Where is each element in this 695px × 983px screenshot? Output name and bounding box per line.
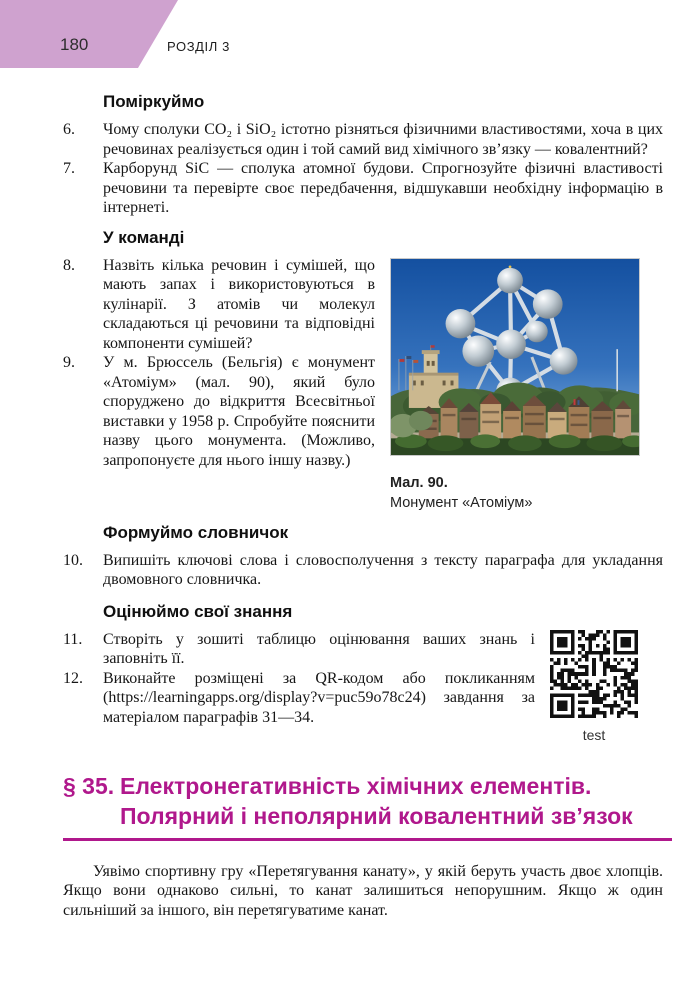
question-item-6	[63, 120, 663, 159]
item-text: У м. Брюссель (Бельгія) є монумент «Атоміум» (мал. 90), який було споруджено до відкриття Всесвітньої виставки у 1958 р. Спробуйте пояснити назву цього монумента. (Можливо, запропонуєте для нього іншу назву.)	[103, 354, 375, 469]
item-number: 12.	[63, 669, 83, 687]
item-number: 9.	[63, 354, 75, 371]
question-item-7	[63, 159, 663, 218]
assessment-row	[63, 630, 663, 743]
qr-code	[550, 630, 638, 718]
figure-label: Мал. 90.	[390, 474, 448, 491]
paragraph-number: § 35.	[63, 772, 115, 799]
page-header	[0, 0, 695, 68]
question-item-12	[63, 669, 535, 728]
paragraph-title: Електронегативність хімічних елементів. Полярний і неполярний ковалентний зв’язок	[120, 772, 633, 829]
two-column-zone	[63, 256, 663, 513]
heading-rule	[63, 838, 672, 841]
section-heading-think: Поміркуймо	[103, 92, 205, 111]
item-number: 7.	[63, 160, 75, 177]
chapter-color-band	[0, 0, 178, 68]
page-number: 180	[60, 35, 89, 54]
question-item-10	[63, 551, 663, 590]
figure-90	[390, 258, 640, 513]
figure-caption: Монумент «Атоміум»	[390, 494, 533, 511]
qr-block	[550, 630, 638, 743]
chapter-label: РОЗДІЛ 3	[167, 39, 230, 54]
intro-paragraph: Уявімо спортивну гру «Перетягування канату», у якій беруть участь двоє хлопців. Якщо вони однаково сильні, то канат залишиться непорушним. Якщо ж один сильніший за іншого, він перетягуватиме канат.	[63, 862, 663, 919]
item-text: Назвіть кілька речовин і сумішей, що мають запах і використовуються в кулінарії. З атомів чи молекул складаються ці речовини та відповідні компоненти сумішей?	[103, 256, 375, 352]
questions-column	[63, 256, 375, 471]
page-content	[0, 68, 695, 920]
item-number: 6.	[63, 121, 75, 138]
question-item-9	[63, 353, 375, 470]
question-item-8	[63, 256, 375, 354]
paragraph-35-heading	[63, 771, 663, 831]
item-text: Випишіть ключові слова і словосполучення з тексту параграфа для укладання двомовного словничка.	[103, 551, 663, 588]
item-text: Виконайте розміщені за QR-кодом або покликанням (https://learningapps.org/display?v=puc59o78c24) завдання за матеріалом параграфів 31—34.	[103, 669, 535, 726]
section-heading-team: У команді	[103, 227, 185, 247]
item-number: 8.	[63, 256, 75, 274]
section-heading-assess: Оцінюймо свої знання	[103, 601, 293, 621]
item-number: 11.	[63, 630, 83, 648]
item-number: 10.	[63, 551, 83, 569]
section-heading-vocab: Формуймо словничок	[103, 522, 289, 542]
qr-label: test	[582, 726, 606, 743]
item-text: Чому сполуки CO₂ і SiO₂ істотно різняться фізичними властивостями, хоча в цих речовинах реалізується один і той самий вид хімічного зв’язку — ковалентний?	[103, 121, 663, 158]
item-text: Створіть у зошиті таблицю оцінювання ваших знань і заповніть її.	[103, 630, 535, 667]
item-text: Карборунд SiC — сполука атомної будови. Спрогнозуйте фізичні властивості речовини та перевірте своє передбачення, відшукавши необхідну інформацію в інтернеті.	[103, 160, 663, 216]
question-item-11	[63, 630, 535, 669]
figure-caption-block	[390, 473, 640, 513]
assessment-questions	[63, 630, 535, 728]
atomium-photo	[390, 258, 640, 456]
